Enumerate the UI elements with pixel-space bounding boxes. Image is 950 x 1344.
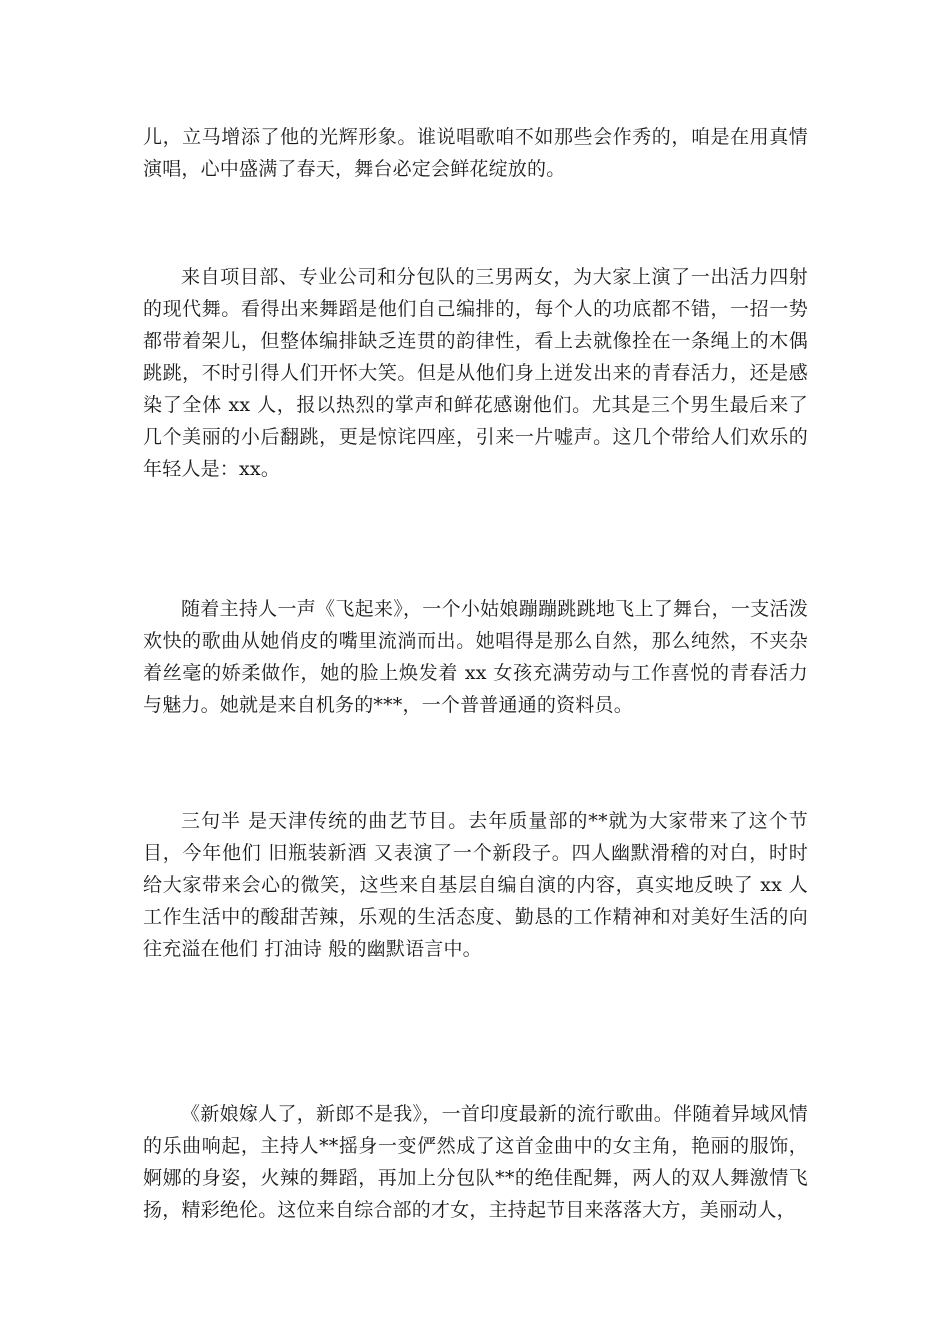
paragraph-5: 《新娘嫁人了，新郎不是我》，一首印度最新的流行歌曲。伴随着异域风情的乐曲响起，主持人**摇身一变俨然成了这首金曲中的女主角，艳丽的服饰，婀娜的身姿，火辣的舞蹈，再加上分包队**的绝佳配舞，两人的双人舞激情飞扬，精彩绝伦。这位来自综合部的才女，主持起节目来落落大方，美丽动人， [143,1103,808,1221]
paragraph-4: 三句半 是天津传统的曲艺节目。去年质量部的**就为大家带来了这个节目，今年他们 旧瓶装新酒 又表演了一个新段子。四人幽默滑稽的对白，时时给大家带来会心的微笑，这些来自基层自编自演的内容，真实地反映了 xx 人工作生活中的酸甜苦辣，乐观的生活态度、勤恳的工作精神和对美好生活的向往充溢在他们 打油诗 般的幽默语言中。 [143,810,808,960]
paragraph-3: 随着主持人一声《飞起来》，一个小姑娘蹦蹦跳跳地飞上了舞台，一支活泼欢快的歌曲从她俏皮的嘴里流淌而出。她唱得是那么自然，那么纯然，不夹杂着丝毫的娇柔做作，她的脸上焕发着 xx 女孩充满劳动与工作喜悦的青春活力与魅力。她就是来自机务的***，一个普普通通的资料员。 [143,598,808,716]
paragraph-1: 儿，立马增添了他的光辉形象。谁说唱歌咱不如那些会作秀的，咱是在用真情演唱，心中盛满了春天，舞台必定会鲜花绽放的。 [143,126,808,180]
paragraph-2: 来自项目部、专业公司和分包队的三男两女，为大家上演了一出活力四射的现代舞。看得出来舞蹈是他们自己编排的，每个人的功底都不错，一招一势都带着架儿，但整体编排缺乏连贯的韵律性，看上去就像拴在一条绳上的木偶跳跳，不时引得人们开怀大笑。但是从他们身上迸发出来的青春活力，还是感染了全体 xx 人，报以热烈的掌声和鲜花感谢他们。尤其是三个男生最后来了几个美丽的小后翻跳，更是惊诧四座，引来一片嘘声。这几个带给人们欢乐的年轻人是：xx。 [143,266,808,480]
